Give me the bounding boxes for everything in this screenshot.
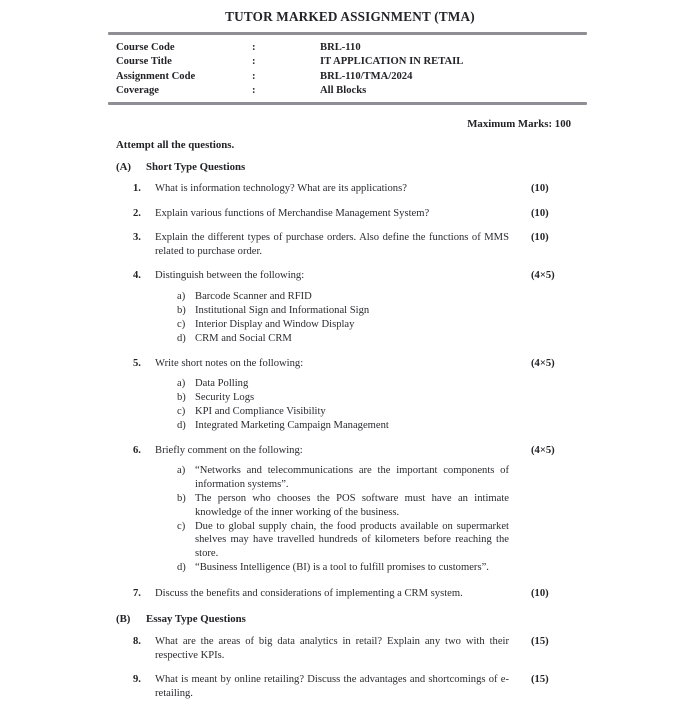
list-item <box>177 405 509 418</box>
question-marks: (10) <box>531 587 549 599</box>
list-item-tag: c) <box>177 406 186 417</box>
list-item-label: “Business Intelligence (BI) is a tool to fulfill promises to customers”. <box>195 562 489 574</box>
question-text: Distinguish between the following: <box>155 270 305 282</box>
question-marks: (4×5) <box>531 357 555 369</box>
meta-label-coverage: Coverage <box>116 84 159 96</box>
list-item-label: “Networks and telecommunications are the important components of information systems”. <box>195 465 509 490</box>
question-6-sublist <box>177 464 509 574</box>
header-rule-top <box>108 32 587 35</box>
list-item-tag: d) <box>177 332 186 344</box>
question-6 <box>133 444 700 576</box>
section-tag-a: (A) <box>116 161 131 173</box>
list-item <box>177 377 509 390</box>
section-tag-b: (B) <box>116 613 131 626</box>
meta-label-course-title: Course Title <box>116 56 172 68</box>
list-item-tag: c) <box>177 521 186 533</box>
list-item-tag: b) <box>177 304 186 316</box>
table-row <box>116 41 586 55</box>
question-5-sublist <box>177 377 509 432</box>
question-number: 8. <box>133 636 141 648</box>
table-row <box>116 70 586 84</box>
list-item-label: CRM and Social CRM <box>195 332 292 344</box>
list-item-tag: d) <box>177 419 186 431</box>
question-text: Write short notes on the following: <box>155 357 304 369</box>
meta-colon: : <box>252 56 256 68</box>
list-item-tag: d) <box>177 562 186 574</box>
question-text: What is meant by online retailing? Discuss the advantages and shortcomings of e-retailing. <box>155 674 509 700</box>
question-marks: (10) <box>531 232 549 244</box>
question-number: 6. <box>133 444 141 456</box>
table-row <box>116 84 586 98</box>
list-item-tag: c) <box>177 318 186 330</box>
list-item-label: Institutional Sign and Informational Sign <box>195 304 370 316</box>
list-item <box>177 332 509 345</box>
section-heading-b <box>116 613 700 625</box>
attempt-instruction: Attempt all the questions. <box>116 139 235 151</box>
maximum-marks: Maximum Marks: 100 <box>467 118 571 130</box>
meta-value-coverage: All Blocks <box>320 84 367 96</box>
header-rule-bottom <box>108 102 587 105</box>
question-2 <box>133 207 700 221</box>
question-text: Explain the different types of purchase orders. Also define the functions of MMS related to purchase order. <box>155 232 509 257</box>
question-number: 1. <box>133 183 141 194</box>
question-number: 9. <box>133 674 141 686</box>
meta-colon: : <box>252 84 256 96</box>
section-heading-a <box>116 161 700 173</box>
list-item <box>177 520 509 560</box>
question-number: 7. <box>133 587 141 599</box>
question-text: Briefly comment on the following: <box>155 444 303 456</box>
list-item-label: Interior Display and Window Display <box>195 318 355 330</box>
question-number: 2. <box>133 207 141 219</box>
question-number: 4. <box>133 270 141 282</box>
list-item-tag: b) <box>177 392 186 404</box>
meta-colon: : <box>252 42 256 53</box>
course-meta-table <box>116 41 586 98</box>
table-row <box>116 55 586 69</box>
questions-content <box>0 161 700 712</box>
meta-value-assignment-code: BRL-110/TMA/2024 <box>320 70 413 82</box>
question-marks: (15) <box>531 636 549 648</box>
question-marks: (10) <box>531 207 549 219</box>
list-item <box>177 318 509 331</box>
list-item <box>177 304 509 317</box>
question-marks: (4×5) <box>531 270 555 282</box>
list-item-label: Barcode Scanner and RFID <box>195 290 312 302</box>
meta-value-course-title: IT APPLICATION IN RETAIL <box>320 56 464 68</box>
list-item-label: Security Logs <box>195 392 255 404</box>
question-number: 3. <box>133 232 141 244</box>
meta-colon: : <box>252 70 256 82</box>
question-text: Discuss the benefits and considerations of implementing a CRM system. <box>155 587 463 599</box>
list-item-label: Integrated Marketing Campaign Management <box>195 419 389 431</box>
list-item-label: The person who chooses the POS software must have an intimate knowledge of the inner working of the business. <box>195 493 509 518</box>
question-9 <box>133 673 700 700</box>
question-text: What are the areas of big data analytics in retail? Explain any two with their respective KPIs. <box>155 636 509 661</box>
meta-label-course-code: Course Code <box>116 42 175 53</box>
list-item-tag: a) <box>177 465 186 477</box>
list-item-label: Due to global supply chain, the food products available on supermarket shelves may have travelled hundreds of kilometers before reaching the store. <box>195 521 509 559</box>
list-item-tag: a) <box>177 378 186 390</box>
question-body <box>155 444 509 576</box>
question-marks: (10) <box>531 183 549 194</box>
question-4 <box>133 269 700 345</box>
question-body <box>155 269 509 345</box>
list-item <box>177 561 509 574</box>
list-item-tag: b) <box>177 493 186 505</box>
list-item-label: KPI and Compliance Visibility <box>195 406 326 417</box>
question-body <box>155 357 509 433</box>
meta-value-course-code: BRL-110 <box>320 42 361 53</box>
page-title: TUTOR MARKED ASSIGNMENT (TMA) <box>225 9 475 24</box>
question-text: What is information technology? What are its applications? <box>155 183 407 194</box>
question-text: Explain various functions of Merchandise Management System? <box>155 207 430 219</box>
question-7 <box>133 587 700 601</box>
question-5 <box>133 357 700 433</box>
list-item <box>177 391 509 404</box>
question-marks: (15) <box>531 674 549 686</box>
question-8 <box>133 635 700 662</box>
question-4-sublist <box>177 290 509 345</box>
section-label-a: Short Type Questions <box>146 161 246 173</box>
list-item <box>177 492 509 519</box>
question-1 <box>133 182 700 196</box>
question-marks: (4×5) <box>531 444 555 456</box>
list-item-label: Data Polling <box>195 378 249 390</box>
list-item <box>177 290 509 303</box>
meta-label-assignment-code: Assignment Code <box>116 70 196 82</box>
list-item <box>177 464 509 491</box>
section-label-b: Essay Type Questions <box>146 613 246 626</box>
question-number: 5. <box>133 357 141 369</box>
question-3 <box>133 231 700 258</box>
list-item-tag: a) <box>177 290 186 302</box>
list-item <box>177 419 509 432</box>
